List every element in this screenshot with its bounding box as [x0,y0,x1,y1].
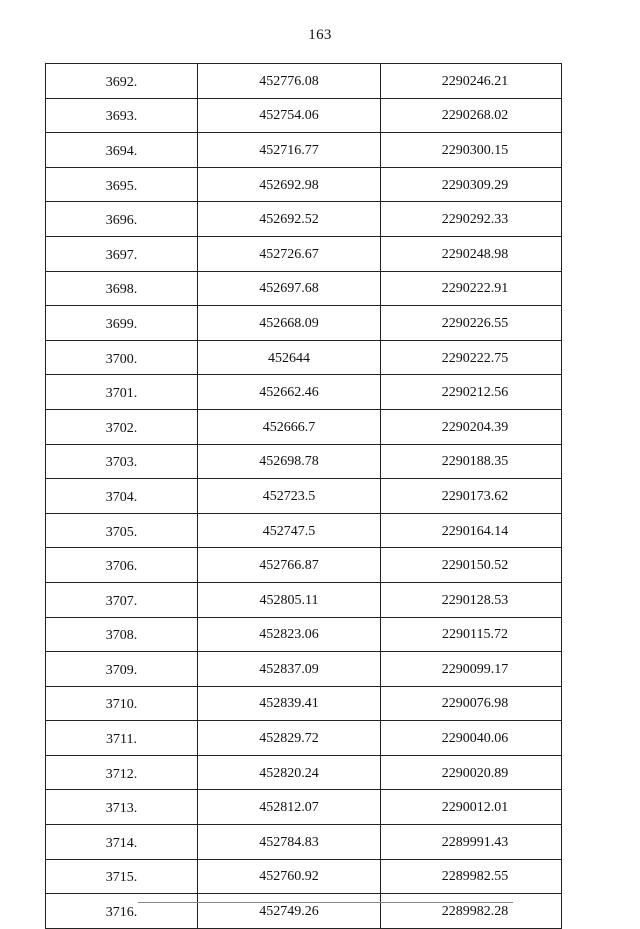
point-number-cell: 3696. [46,202,198,237]
table-row [46,513,562,548]
x-coordinate-cell: 452823.06 [198,617,381,652]
point-number-cell: 3700. [46,340,198,375]
table-row [46,859,562,894]
table-row [46,271,562,306]
point-number-cell: 3699. [46,306,198,341]
table-row [46,409,562,444]
table-row [46,825,562,860]
x-coordinate-cell: 452698.78 [198,444,381,479]
point-number-cell: 3712. [46,755,198,790]
table-row [46,686,562,721]
table-row [46,617,562,652]
y-coordinate-cell: 2290115.72 [381,617,562,652]
y-coordinate-cell: 2290300.15 [381,133,562,168]
x-coordinate-cell: 452697.68 [198,271,381,306]
x-coordinate-cell: 452726.67 [198,236,381,271]
x-coordinate-cell: 452666.7 [198,409,381,444]
x-coordinate-cell: 452776.08 [198,64,381,99]
x-coordinate-cell: 452644 [198,340,381,375]
point-number-cell: 3692. [46,64,198,99]
y-coordinate-cell: 2290226.55 [381,306,562,341]
x-coordinate-cell: 452837.09 [198,652,381,687]
x-coordinate-cell: 452692.52 [198,202,381,237]
table-row [46,652,562,687]
point-number-cell: 3702. [46,409,198,444]
table-row [46,340,562,375]
y-coordinate-cell: 2290248.98 [381,236,562,271]
point-number-cell: 3701. [46,375,198,410]
table-row [46,375,562,410]
x-coordinate-cell: 452749.26 [198,894,381,929]
y-coordinate-cell: 2290099.17 [381,652,562,687]
y-coordinate-cell: 2290292.33 [381,202,562,237]
table-row [46,167,562,202]
y-coordinate-cell: 2290188.35 [381,444,562,479]
point-number-cell: 3703. [46,444,198,479]
y-coordinate-cell: 2290246.21 [381,64,562,99]
point-number-cell: 3698. [46,271,198,306]
table-row [46,755,562,790]
table-row [46,479,562,514]
point-number-cell: 3713. [46,790,198,825]
page-number: 163 [308,27,332,43]
table-row [46,236,562,271]
y-coordinate-cell: 2290212.56 [381,375,562,410]
x-coordinate-cell: 452766.87 [198,548,381,583]
x-coordinate-cell: 452839.41 [198,686,381,721]
point-number-cell: 3697. [46,236,198,271]
table-row [46,98,562,133]
coordinate-table [45,63,562,929]
point-number-cell: 3708. [46,617,198,652]
table-row [46,721,562,756]
y-coordinate-cell: 2289982.55 [381,859,562,894]
coordinate-table-body [46,64,562,929]
table-row [46,202,562,237]
x-coordinate-cell: 452662.46 [198,375,381,410]
x-coordinate-cell: 452692.98 [198,167,381,202]
point-number-cell: 3704. [46,479,198,514]
table-row [46,306,562,341]
x-coordinate-cell: 452812.07 [198,790,381,825]
table-row [46,64,562,99]
y-coordinate-cell: 2290222.75 [381,340,562,375]
y-coordinate-cell: 2290173.62 [381,479,562,514]
point-number-cell: 3695. [46,167,198,202]
y-coordinate-cell: 2290128.53 [381,582,562,617]
y-coordinate-cell: 2290309.29 [381,167,562,202]
point-number-cell: 3711. [46,721,198,756]
y-coordinate-cell: 2289982.28 [381,894,562,929]
y-coordinate-cell: 2290150.52 [381,548,562,583]
y-coordinate-cell: 2290020.89 [381,755,562,790]
y-coordinate-cell: 2290268.02 [381,98,562,133]
y-coordinate-cell: 2290222.91 [381,271,562,306]
point-number-cell: 3707. [46,582,198,617]
x-coordinate-cell: 452723.5 [198,479,381,514]
x-coordinate-cell: 452716.77 [198,133,381,168]
table-row [46,548,562,583]
y-coordinate-cell: 2290040.06 [381,721,562,756]
x-coordinate-cell: 452747.5 [198,513,381,548]
bottom-rule [138,902,513,903]
point-number-cell: 3693. [46,98,198,133]
point-number-cell: 3709. [46,652,198,687]
y-coordinate-cell: 2290012.01 [381,790,562,825]
x-coordinate-cell: 452805.11 [198,582,381,617]
y-coordinate-cell: 2290164.14 [381,513,562,548]
x-coordinate-cell: 452820.24 [198,755,381,790]
y-coordinate-cell: 2289991.43 [381,825,562,860]
table-row [46,894,562,929]
x-coordinate-cell: 452754.06 [198,98,381,133]
point-number-cell: 3706. [46,548,198,583]
point-number-cell: 3694. [46,133,198,168]
x-coordinate-cell: 452784.83 [198,825,381,860]
point-number-cell: 3714. [46,825,198,860]
table-row [46,133,562,168]
x-coordinate-cell: 452829.72 [198,721,381,756]
y-coordinate-cell: 2290204.39 [381,409,562,444]
x-coordinate-cell: 452668.09 [198,306,381,341]
point-number-cell: 3710. [46,686,198,721]
table-row [46,582,562,617]
point-number-cell: 3715. [46,859,198,894]
point-number-cell: 3705. [46,513,198,548]
x-coordinate-cell: 452760.92 [198,859,381,894]
table-row [46,790,562,825]
table-row [46,444,562,479]
y-coordinate-cell: 2290076.98 [381,686,562,721]
point-number-cell: 3716. [46,894,198,929]
